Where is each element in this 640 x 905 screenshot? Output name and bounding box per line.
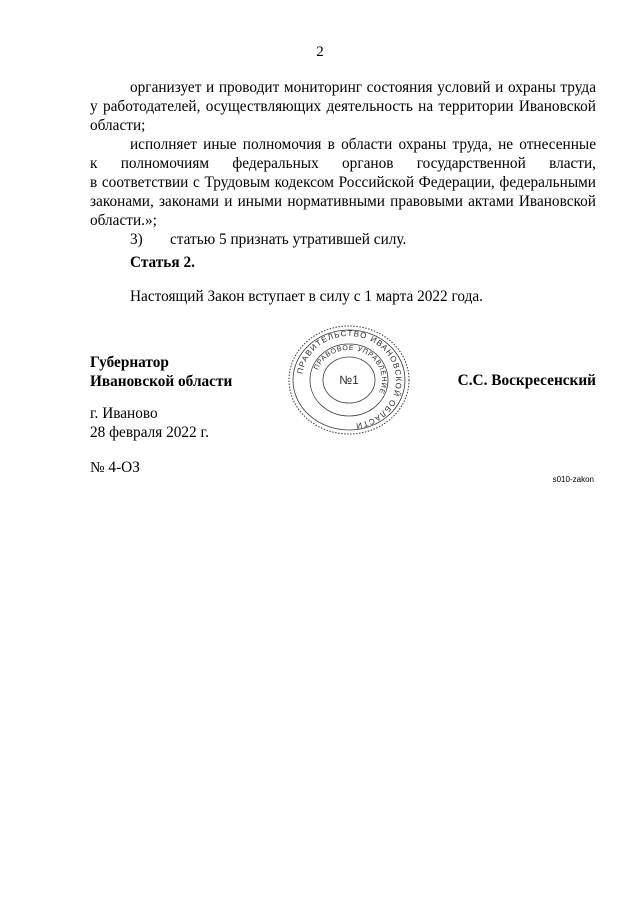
signatory-title <box>90 353 232 391</box>
list-item-text: статью 5 признать утратившей силу. <box>170 231 407 248</box>
official-seal-stamp <box>286 324 412 436</box>
document-number: № 4-ОЗ <box>90 459 140 476</box>
signatory-title-line-1: Губернатор <box>90 354 169 371</box>
place-and-date <box>90 404 209 442</box>
page-number: 2 <box>316 44 324 60</box>
paragraph-1-rest: у работодателей, осуществляющих деятельность на территории Ивановской области; <box>90 98 596 134</box>
seal-number: №1 <box>339 373 359 387</box>
seal-outer-text: ПРАВИТЕЛЬСТВО ИВАНОВСКОЙ ОБЛАСТИ <box>295 328 404 431</box>
signatory-title-line-2: Ивановской области <box>90 373 233 390</box>
paragraph-2-rest: в соответствии с Трудовым кодексом Российской Федерации, федеральными законами, законами и иными нормативными правовыми актами Ивановской области.»; <box>90 174 596 229</box>
law-text <box>90 78 596 249</box>
paragraph-2-second-line: к полномочиям федеральных органов государственной власти, <box>90 155 596 172</box>
signing-date: 28 февраля 2022 г. <box>90 424 209 441</box>
paragraph-1-first-line: организует и проводит мониторинг состояния условий и охраны труда <box>130 79 596 96</box>
paragraph-2-first-line: исполняет иные полномочия в области охраны труда, не отнесенные <box>130 136 596 153</box>
seal-inner-text: ПРАВОВОЕ УПРАВЛЕНИЕ <box>313 344 388 396</box>
article-title: Статья 2. <box>130 254 195 271</box>
city: г. Иваново <box>90 405 158 422</box>
article-text: Настоящий Закон вступает в силу с 1 марта 2022 года. <box>130 288 484 305</box>
list-item-number: 3) <box>130 231 143 248</box>
list-item-3 <box>90 230 596 249</box>
signatory-name: С.С. Воскресенский <box>457 372 596 389</box>
file-code: s010-zakon <box>552 475 594 484</box>
